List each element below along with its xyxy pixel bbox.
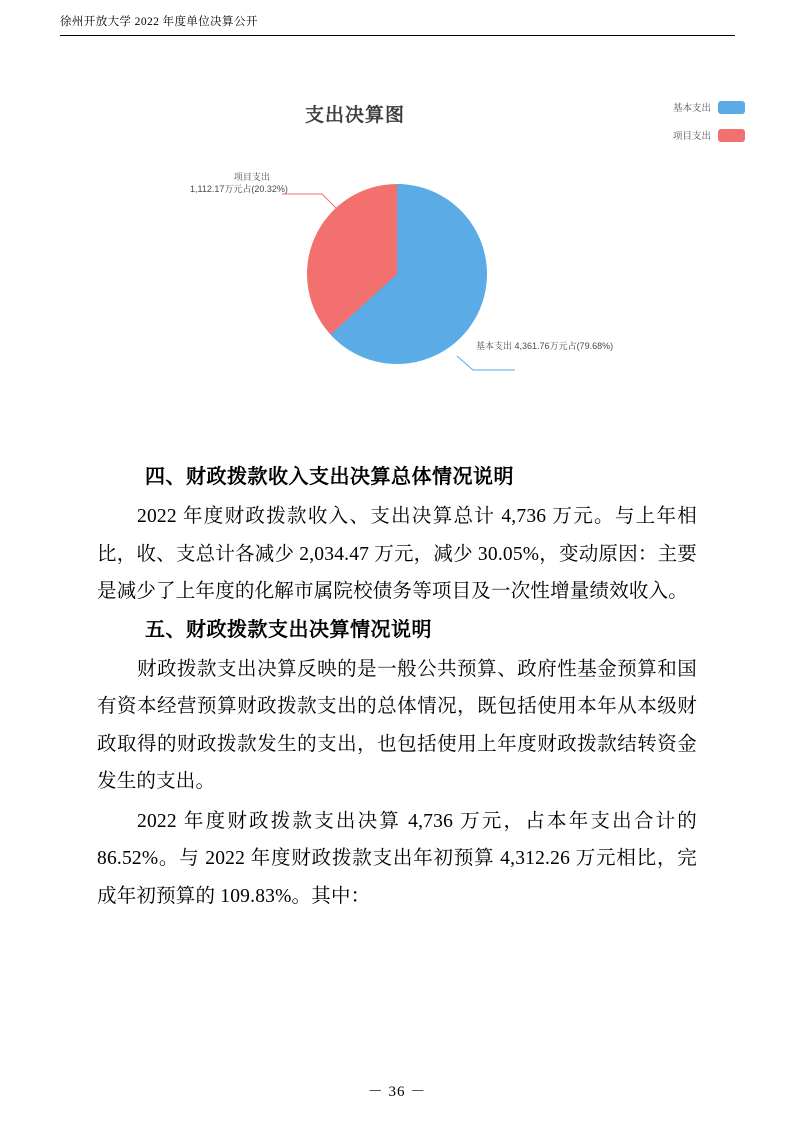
expenditure-pie-figure: [45, 70, 749, 400]
legend-label-basic-expenditure: 基本支出: [672, 103, 711, 114]
pie-label-basic-expenditure-name: 基本支出: [476, 341, 513, 351]
pie-label-basic-expenditure: [476, 341, 613, 353]
section-heading-4: 四、财政拨款收入支出决算总体情况说明: [145, 466, 514, 488]
section-heading-5: 五、财政拨款支出决算情况说明: [145, 618, 432, 641]
pie-label-project-expenditure: [190, 172, 288, 195]
running-header-title: 徐州开放大学 2022 年度单位决算公开: [60, 16, 258, 28]
page-footer: [0, 1080, 794, 1101]
pie-label-basic-expenditure-value: 4,361.76万元占(79.68%): [514, 341, 614, 351]
document-body: [97, 460, 697, 917]
chart-title: 支出决算图: [304, 105, 405, 126]
page-running-header: [60, 10, 735, 36]
section-4-paragraph-1: 2022 年度财政拨款收入、支出决算总计 4,736 万元。与上年相比，收、支总计各减少 2,034.47 万元，减少 30.05%，变动原因：主要是减少了上年度的化解市属院校债务等项目及一次性增量绩效收入。: [97, 506, 697, 602]
page-number: － 36 －: [367, 1084, 427, 1100]
pie-chart-svg: [45, 70, 749, 400]
pie-label-project-expenditure-value: 1,112.17万元占(20.32%): [190, 183, 288, 194]
leader-line-project-expenditure: [282, 194, 338, 210]
pie-chart-area: [45, 70, 749, 400]
legend-label-project-expenditure: 项目支出: [672, 131, 711, 142]
section-5-paragraph-1: 财政拨款支出决算反映的是一般公共预算、政府性基金预算和国有资本经营预算财政拨款支出的总体情况，既包括使用本年从本级财政取得的财政拨款发生的支出，也包括使用上年度财政拨款结转资金发生的支出。: [97, 658, 697, 792]
pie-label-project-expenditure-name: 项目支出: [233, 172, 270, 182]
leader-line-basic-expenditure: [457, 356, 515, 370]
section-5-paragraph-2: 2022 年度财政拨款支出决算 4,736 万元，占本年支出合计的 86.52%。与 2022 年度财政拨款支出年初预算 4,312.26 万元相比，完成年初预算的 109.83%。其中：: [97, 810, 697, 907]
